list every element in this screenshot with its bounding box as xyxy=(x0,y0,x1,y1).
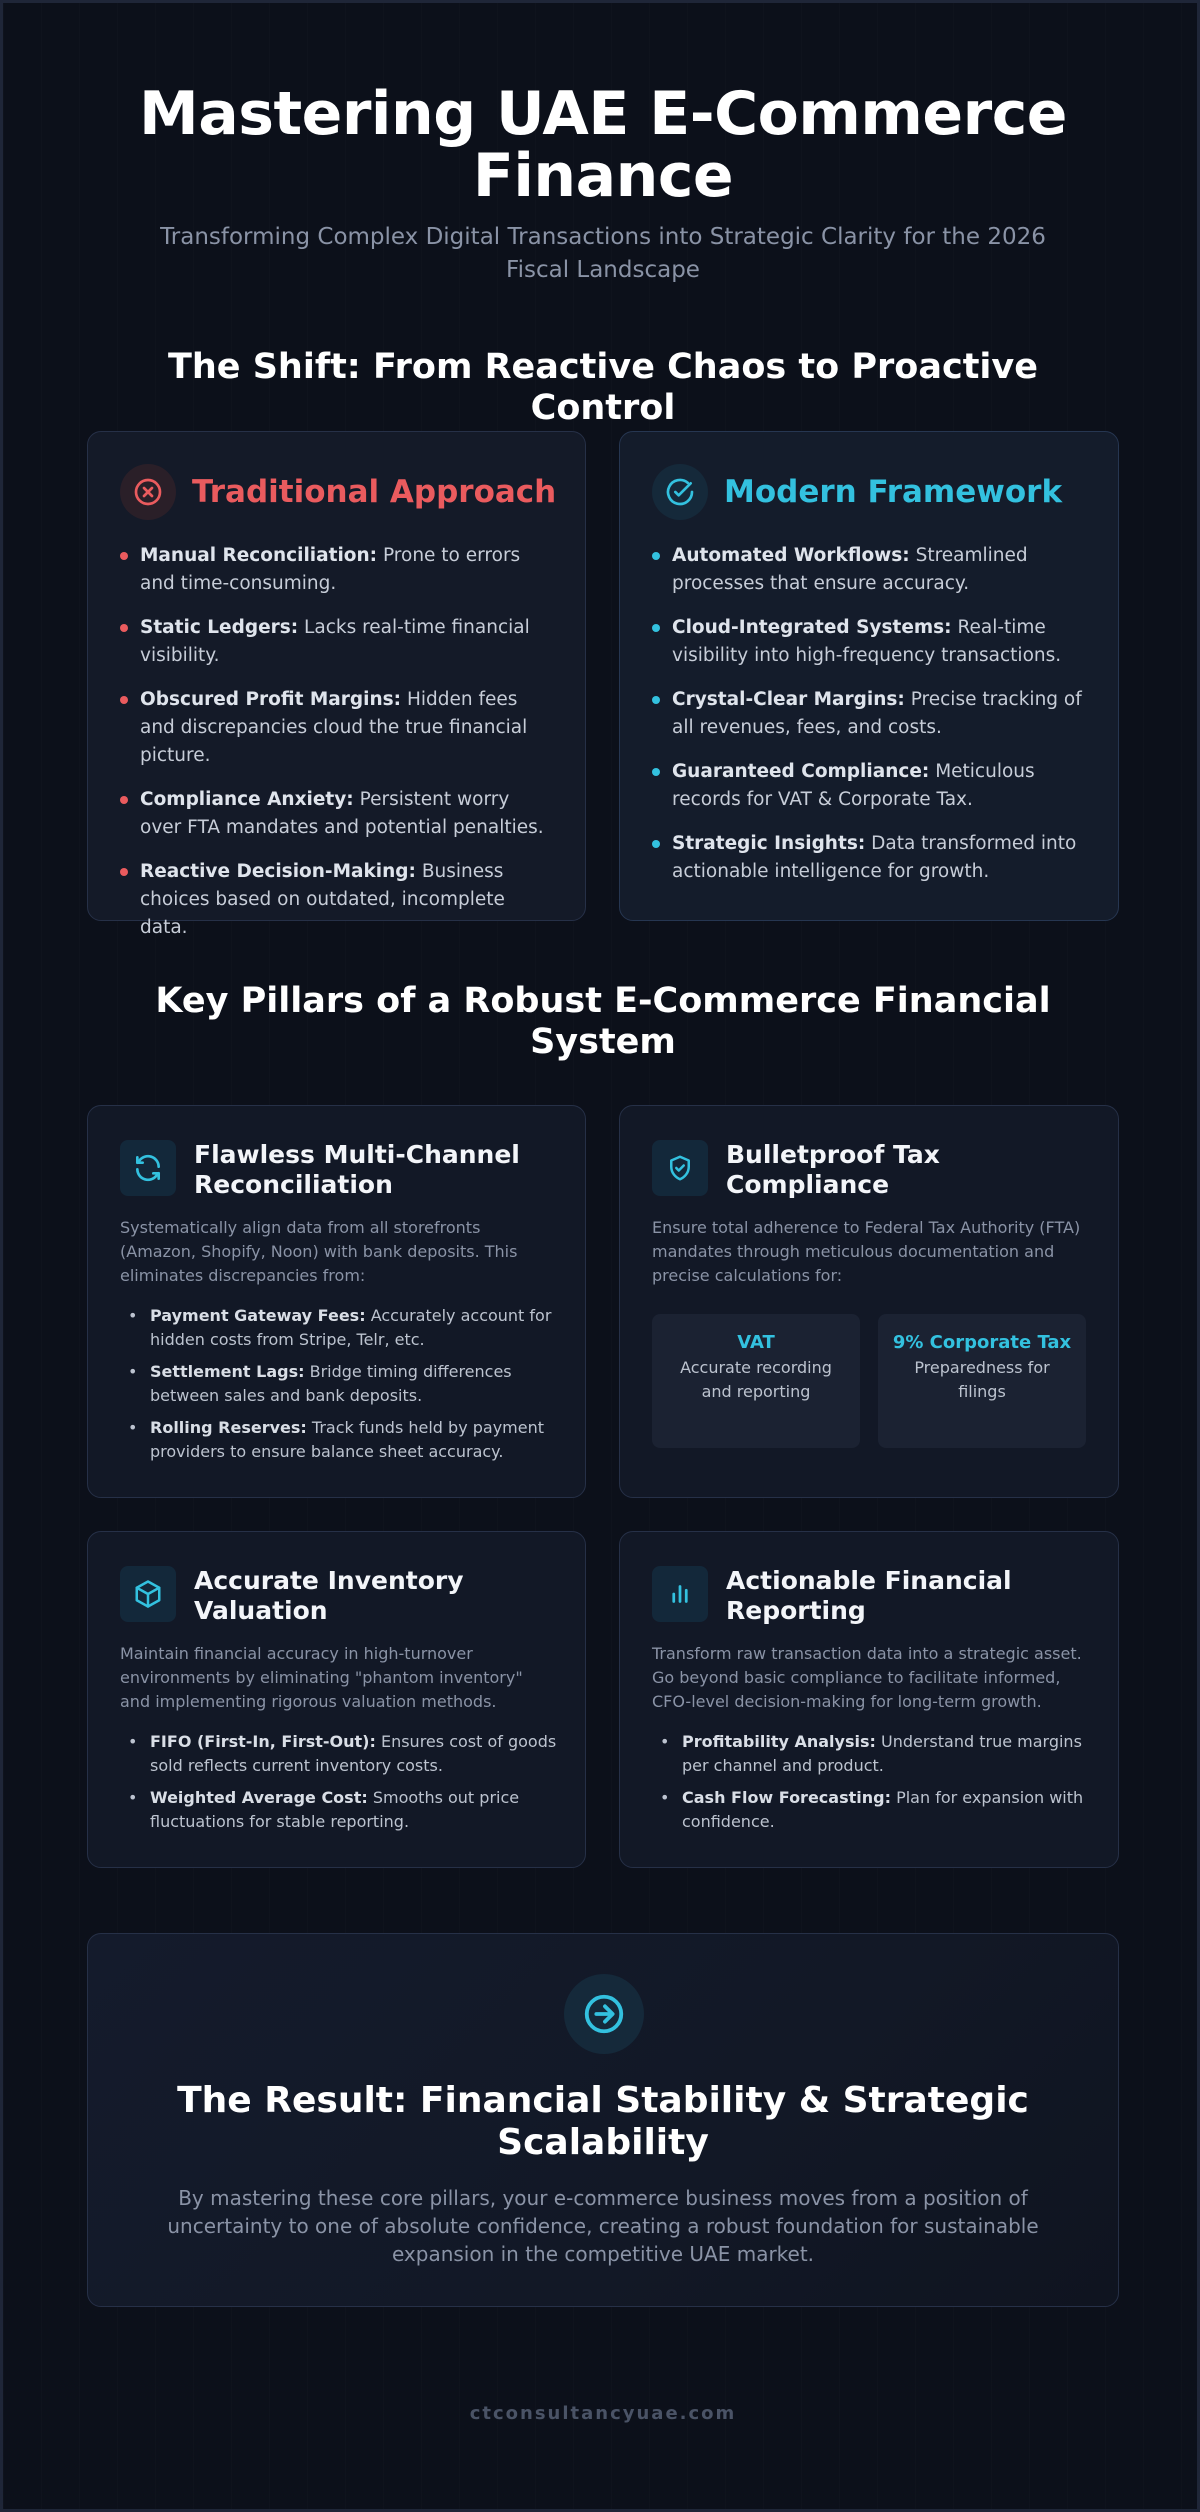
inventory-card xyxy=(87,1531,586,1868)
tax-compliance-title: Bulletproof Tax Compliance xyxy=(726,1140,940,1199)
traditional-approach-card xyxy=(87,431,586,938)
list-item: Guaranteed Compliance: Meticulous records for VAT & Corporate Tax. xyxy=(652,758,1088,814)
list-item: Compliance Anxiety: Persistent worry over FTA mandates and potential penalties. xyxy=(120,786,555,842)
inventory-list xyxy=(128,1730,557,1842)
pillars-section-title: Key Pillars of a Robust E-Commerce Financial System xyxy=(155,981,1051,1062)
corporate-tax-text: Preparedness for filings xyxy=(914,1358,1050,1401)
list-item: Cloud-Integrated Systems: Real-time visibility into high-frequency transactions. xyxy=(652,614,1088,670)
list-item: • Settlement Lags: Bridge timing differences between sales and bank deposits. xyxy=(128,1360,557,1408)
list-item: Automated Workflows: Streamlined processes that ensure accuracy. xyxy=(652,542,1088,598)
reconciliation-description: Systematically align data from all storefronts (Amazon, Shopify, Noon) with bank deposits. This eliminates discrepancies from: xyxy=(120,1218,518,1285)
list-item: Static Ledgers: Lacks real-time financial visibility. xyxy=(120,614,555,670)
list-item: Crystal-Clear Margins: Precise tracking of all revenues, fees, and costs. xyxy=(652,686,1088,742)
corporate-tax-label: 9% Corporate Tax xyxy=(892,1332,1072,1353)
modern-title: Modern Framework xyxy=(724,474,1063,510)
shift-section-title: The Shift: From Reactive Chaos to Proactive Control xyxy=(168,347,1038,428)
corporate-tax-box xyxy=(878,1314,1086,1448)
reconciliation-card xyxy=(87,1105,586,1498)
list-item: Strategic Insights: Data transformed into actionable intelligence for growth. xyxy=(652,830,1088,886)
modern-header xyxy=(652,464,1062,520)
list-item: • Profitability Analysis: Understand true margins per channel and product. xyxy=(660,1730,1090,1778)
box-icon xyxy=(120,1566,176,1622)
vat-box xyxy=(652,1314,860,1448)
page-subtitle: Transforming Complex Digital Transactions into Strategic Clarity for the 2026 Fiscal Landscape xyxy=(160,224,1046,283)
tax-compliance-description: Ensure total adherence to Federal Tax Authority (FTA) mandates through meticulous documentation and precise calculations for: xyxy=(652,1218,1081,1285)
list-item: Obscured Profit Margins: Hidden fees and discrepancies cloud the true financial picture. xyxy=(120,686,555,770)
list-item: Manual Reconciliation: Prone to errors and time-consuming. xyxy=(120,542,555,598)
footer-domain: ctconsultancyuae.com xyxy=(469,2403,737,2424)
traditional-list xyxy=(120,542,555,958)
page-title: Mastering UAE E-Commerce Finance xyxy=(139,79,1067,211)
traditional-header xyxy=(120,464,556,520)
result-card xyxy=(87,1933,1119,2307)
list-item: • Rolling Reserves: Track funds held by payment providers to ensure balance sheet accuracy. xyxy=(128,1416,557,1464)
modern-list xyxy=(652,542,1088,902)
list-item: • Weighted Average Cost: Smooths out price fluctuations for stable reporting. xyxy=(128,1786,557,1834)
arrow-right-circle-icon xyxy=(564,1974,644,2054)
reporting-list xyxy=(660,1730,1090,1842)
reporting-title: Actionable Financial Reporting xyxy=(726,1566,1012,1625)
result-text: By mastering these core pillars, your e-commerce business moves from a position of uncertainty to one of absolute confidence, creating a robust foundation for sustainable expansion in the competitive UAE market. xyxy=(167,2186,1039,2266)
modern-framework-card xyxy=(619,431,1119,921)
x-circle-icon xyxy=(120,464,176,520)
list-item: • Payment Gateway Fees: Accurately account for hidden costs from Stripe, Telr, etc. xyxy=(128,1304,557,1352)
reconciliation-title: Flawless Multi-Channel Reconciliation xyxy=(194,1140,520,1199)
refresh-icon xyxy=(120,1140,176,1196)
result-title: The Result: Financial Stability & Strategic Scalability xyxy=(177,2080,1029,2163)
inventory-title: Accurate Inventory Valuation xyxy=(194,1566,464,1625)
check-circle-icon xyxy=(652,464,708,520)
vat-label: VAT xyxy=(737,1332,775,1353)
reconciliation-list xyxy=(128,1304,557,1472)
vat-text: Accurate recording and reporting xyxy=(680,1358,832,1401)
list-item: Reactive Decision-Making: Business choices based on outdated, incomplete data. xyxy=(120,858,555,942)
reporting-card xyxy=(619,1531,1119,1868)
reporting-description: Transform raw transaction data into a strategic asset. Go beyond basic compliance to facilitate informed, CFO-level decision-making for long-term growth. xyxy=(652,1644,1082,1711)
bar-chart-icon xyxy=(652,1566,708,1622)
inventory-description: Maintain financial accuracy in high-turnover environments by eliminating "phantom inventory" and implementing rigorous valuation methods. xyxy=(120,1644,523,1711)
list-item: • Cash Flow Forecasting: Plan for expansion with confidence. xyxy=(660,1786,1090,1834)
list-item: • FIFO (First-In, First-Out): Ensures cost of goods sold reflects current inventory costs. xyxy=(128,1730,557,1778)
shield-check-icon xyxy=(652,1140,708,1196)
tax-compliance-card xyxy=(619,1105,1119,1498)
traditional-title: Traditional Approach xyxy=(192,474,557,510)
